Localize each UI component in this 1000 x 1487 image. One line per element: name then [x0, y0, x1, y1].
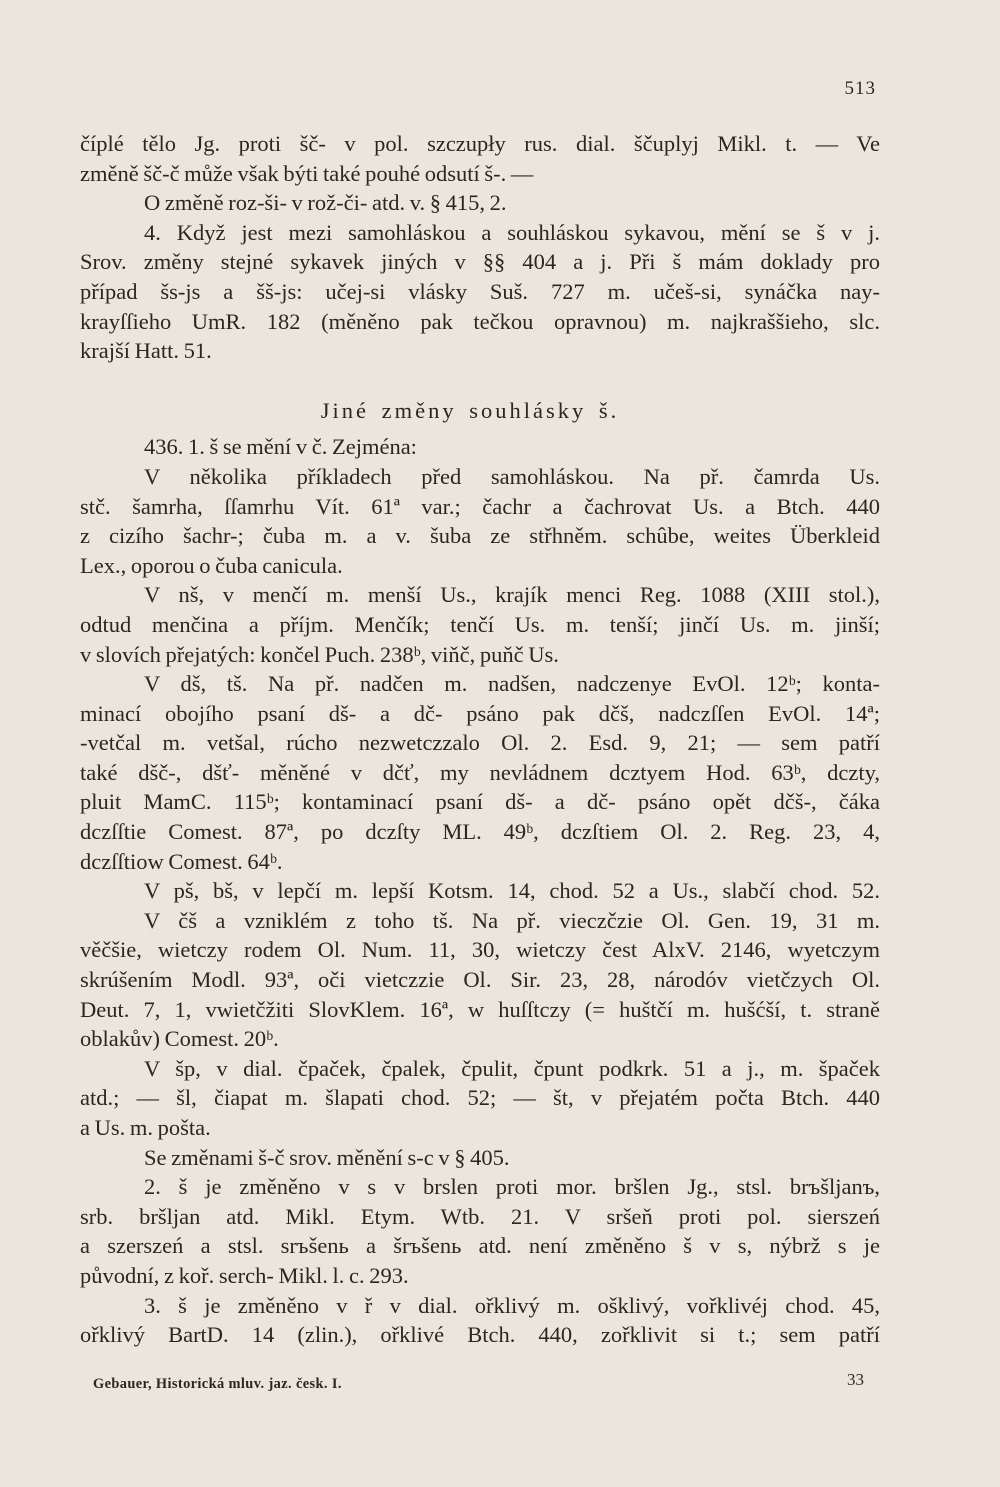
text-line: číplé tělo Jg. proti šč- v pol. szczupły rus. dial. ščuplyj Mikl. t. — Ve [80, 131, 880, 156]
text-line: původní, z koř. serch- Mikl. l. c. 293. [80, 1262, 409, 1288]
text-line: V čš a vzniklém z toho tš. Na př. vieczčzie Ol. Gen. 19, 31 m. [144, 907, 880, 933]
text-line: a szerszeń a stsl. srъšenь a šrъšenь atd. není změněno š v s, nýbrž s je [80, 1233, 880, 1259]
footer-signature: 33 [847, 1370, 864, 1389]
text-line: pluit MamC. 115ᵇ; kontaminací psaní dš- a dč- psáno opět dčš-, čáka [80, 789, 880, 815]
text-line: 436. 1. š se mění v č. Zejména: [144, 434, 417, 460]
text-line: oblakův) Comest. 20ᵇ. [80, 1026, 279, 1052]
text-line: Lex., oporou o čuba canicula. [80, 552, 343, 578]
text-line: změně šč-č může však býti také pouhé odsutí š-. — [80, 160, 534, 186]
text-line: Se změnami š-č srov. měnění s-c v § 405. [144, 1144, 510, 1170]
text-line: a Us. m. pošta. [80, 1115, 211, 1140]
body-text [80, 129, 880, 1350]
text-line: stč. šamrha, ſſamrhu Vít. 61ª var.; čachr a čachrovat Us. a Btch. 440 [80, 493, 880, 519]
footer-note: Gebauer, Historická mluv. jaz. česk. I. [93, 1376, 342, 1392]
text-line: V několika příkladech před samohláskou. Na př. čamrda Us. [144, 463, 880, 489]
text-line: Srov. změny stejné sykavek jiných v §§ 404 a j. Při š mám doklady pro [80, 249, 880, 275]
text-line: také dšč-, dšť- měněné v dčť, my nevládnem dcztyem Hod. 63ᵇ, dczty, [80, 759, 880, 785]
text-line: 3. š je změněno v ř v dial. ořklivý m. ošklivý, vořklivéj chod. 45, [144, 1292, 880, 1318]
text-line: V šp, v dial. čpaček, čpalek, čpulit, čpunt podkrk. 51 a j., m. špaček [144, 1055, 880, 1081]
text-line: z cizího šachr-; čuba m. a v. šuba ze střhněm. schûbe, weites Überkleid [80, 523, 880, 549]
text-line: O změně roz-ši- v rož-či- atd. v. § 415, 2. [144, 190, 507, 216]
text-line: V nš, v menčí m. menší Us., krajík menci Reg. 1088 (XIII stol.), [144, 582, 880, 608]
text-line: Deut. 7, 1, vwietčžiti SlovKlem. 16ª, w huſſtczy (= huštčí m. hušćší, t. straně [80, 996, 880, 1022]
text-line: věčšie, wietczy rodem Ol. Num. 11, 30, wietczy čest AlxV. 2146, wyetczym [80, 937, 880, 963]
text-line: případ šs-js a šš-js: učej-si vlásky Suš. 727 m. učeš-si, synáčka nay- [80, 278, 880, 304]
text-line: ořklivý BartD. 14 (zlin.), ořklivé Btch. 440, zořklivit si t.; sem patří [80, 1322, 880, 1348]
section-heading: Jiné změny souhlásky š. [320, 397, 620, 423]
text-line: v slovích přejatých: končel Puch. 238ᵇ, viňč, puňč Us. [80, 641, 559, 667]
text-line: skrúšením Modl. 93ª, oči vietczzie Ol. Sir. 23, 28, národóv vietčzych Ol. [80, 967, 880, 993]
text-line: V dš, tš. Na př. nadčen m. nadšen, nadczenye EvOl. 12ᵇ; konta- [144, 671, 880, 697]
text-line: dczſſtie Comest. 87ª, po dczſty ML. 49ᵇ, dczſtiem Ol. 2. Reg. 23, 4, [80, 819, 880, 845]
text-line: krayſſieho UmR. 182 (měněno pak tečkou opravnou) m. najkraššieho, slc. [80, 308, 880, 334]
text-line: -vetčal m. vetšal, rúcho nezwetczzalo Ol. 2. Esd. 9, 21; — sem patří [80, 730, 880, 756]
text-line: odtud menčina a příjm. Menčík; tenčí Us. m. tenší; jinčí Us. m. jinší; [80, 611, 880, 637]
text-line: 4. Když jest mezi samohláskou a souhláskou sykavou, mění se š v j. [144, 219, 880, 245]
text-line: 2. š je změněno v s v brslen proti mor. bršlen Jg., stsl. brъšljanъ, [144, 1174, 880, 1200]
text-line: atd.; — šl, čiapat m. šlapati chod. 52; — št, v přejatém počta Btch. 440 [80, 1085, 880, 1111]
page-number: 513 [844, 78, 876, 99]
text-line: minací obojího psaní dš- a dč- psáno pak dčš, nadczſſen EvOl. 14ª; [80, 700, 880, 726]
text-line: V pš, bš, v lepčí m. lepší Kotsm. 14, chod. 52 a Us., slabčí chod. 52. [144, 878, 880, 904]
text-line: krajší Hatt. 51. [80, 338, 212, 364]
text-line: srb. bršljan atd. Mikl. Etym. Wtb. 21. V sršeň proti pol. sierszeń [80, 1203, 880, 1229]
text-line: dczſſtiow Comest. 64ᵇ. [80, 848, 283, 874]
